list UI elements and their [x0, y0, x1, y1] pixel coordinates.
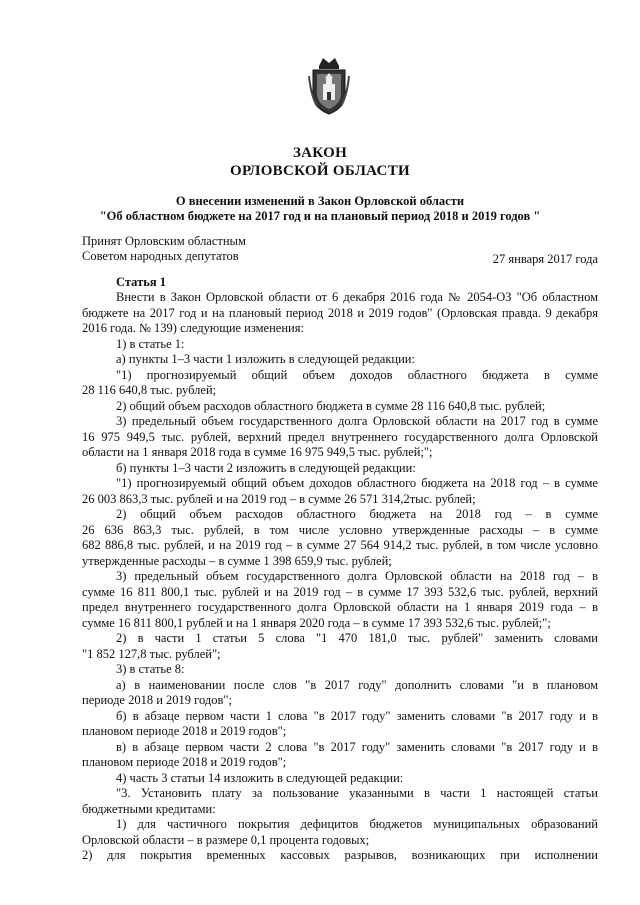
article-line: 26 003 863,3 тыс. рублей и на 2019 год – в сумме 26 571 314,2тыс. рублей; [82, 491, 476, 506]
law-subtitle-line-1: О внесении изменений в Закон Орловской области [175, 194, 465, 208]
article-line: бюджете на 2017 год и на плановый период 2018 и 2019 годов" (Орловская правда. 9 декабря [82, 305, 598, 320]
article-line: плановом периоде 2018 и 2019 годов"; [82, 724, 287, 738]
article-line: сумме 16 811 800,1 рублей и на 1 января 2020 года – в сумме 17 393 532,6 тыс. рублей;"; [82, 615, 551, 630]
article-line: 2) для покрытия временных кассовых разрывов, возникающих при исполнении [82, 848, 598, 862]
law-title: ЗАКОН [292, 145, 348, 161]
article-line: 682 886,8 тыс. рублей, и на 2019 год – в сумме 27 564 914,2 тыс. рублей, в том числе условно [82, 538, 598, 552]
article-line: 4) часть 3 статьи 14 изложить в следующей редакции: [116, 770, 404, 785]
article-line: 3) в статье 8: [116, 662, 185, 676]
article-line: а) пункты 1–3 части 1 изложить в следующей редакции: [116, 352, 415, 366]
article-line: области на 1 января 2018 года в сумме 16 975 949,5 тыс. рублей;"; [82, 445, 433, 459]
article-line: "1) прогнозируемый общий объем доходов областного бюджета на 2018 год – в сумме [116, 476, 598, 490]
article-line: 2) общий объем расходов областного бюджета в сумме 28 116 640,8 тыс. рублей; [116, 398, 546, 413]
article-line: 2) в части 1 статьи 5 слова "1 470 181,0 тыс. рублей" заменить словами [116, 631, 598, 645]
adopted-by-line-2: Советом народных депутатов [82, 249, 239, 263]
article-line: утвержденные расходы – в сумме 1 398 659,9 тыс. рублей; [82, 553, 392, 568]
adoption-date: 27 января 2017 года [492, 252, 598, 266]
region-title: ОРЛОВСКОЙ ОБЛАСТИ [230, 163, 410, 179]
law-subtitle-line-2: "Об областном бюджете на 2017 год и на плановый период 2018 и 2019 годов " [99, 209, 541, 223]
article-line: б) в абзаце первом части 1 слова "в 2017 году" заменить словами "в 2017 году и в [116, 708, 598, 723]
article-line: 2016 года. № 139) следующие изменения: [82, 321, 304, 335]
article-line: а) в наименовании после слов "в 2017 году" дополнить словами "и в плановом [116, 677, 598, 692]
adopted-by-line-1: Принят Орловским областным [82, 234, 246, 248]
article-line: 1) в статье 1: [116, 336, 185, 351]
article-line: 1) для частичного покрытия дефицитов бюджетов муниципальных образований [116, 817, 598, 831]
coat-of-arms-icon [307, 56, 351, 116]
article-line: предел внутреннего государственного долга Орловской области на 1 января 2019 года – в [82, 600, 598, 614]
article-line: периоде 2018 и 2019 годов"; [82, 693, 232, 707]
article-line: бюджетными кредитами: [82, 801, 216, 816]
article-line: Орловской области – в размере 0,1 процента годовых; [82, 832, 370, 847]
article-line: сумме 16 811 800,1 тыс. рублей и на 2019 год – в сумме 17 393 532,6 тыс. рублей, верхний [82, 584, 598, 599]
article-line: 2) общий объем расходов областного бюджета на 2018 год – в сумме [116, 507, 598, 521]
article-line: 16 975 949,5 тыс. рублей, верхний предел внутреннего государственного долга Орловской [82, 429, 598, 444]
article-line: 28 116 640,8 тыс. рублей; [82, 383, 217, 397]
article-line: "3. Установить плату за пользование указанными в части 1 настоящей статьи [116, 786, 598, 800]
article-line: в) в абзаце первом части 2 слова "в 2017 году" заменить словами "в 2017 году и в [116, 739, 598, 754]
article-heading: Статья 1 [116, 275, 166, 289]
article-line: 3) предельный объем государственного долга Орловской области на 2017 год в сумме [116, 414, 598, 428]
article-line: Внести в Закон Орловской области от 6 декабря 2016 года № 2054-ОЗ "Об областном [116, 290, 598, 304]
article-line: 26 636 863,3 тыс. рублей, в том числе условно утвержденные расходы – в сумме [82, 522, 598, 537]
article-line: 3) предельный объем государственного долга Орловской области на 2018 год – в [116, 569, 598, 583]
article-line: б) пункты 1–3 части 2 изложить в следующей редакции: [116, 460, 416, 475]
article-line: "1 852 127,8 тыс. рублей"; [82, 646, 221, 661]
article-line: "1) прогнозируемый общий объем доходов областного бюджета в сумме [116, 367, 598, 382]
article-line: плановом периоде 2018 и 2019 годов"; [82, 755, 287, 769]
